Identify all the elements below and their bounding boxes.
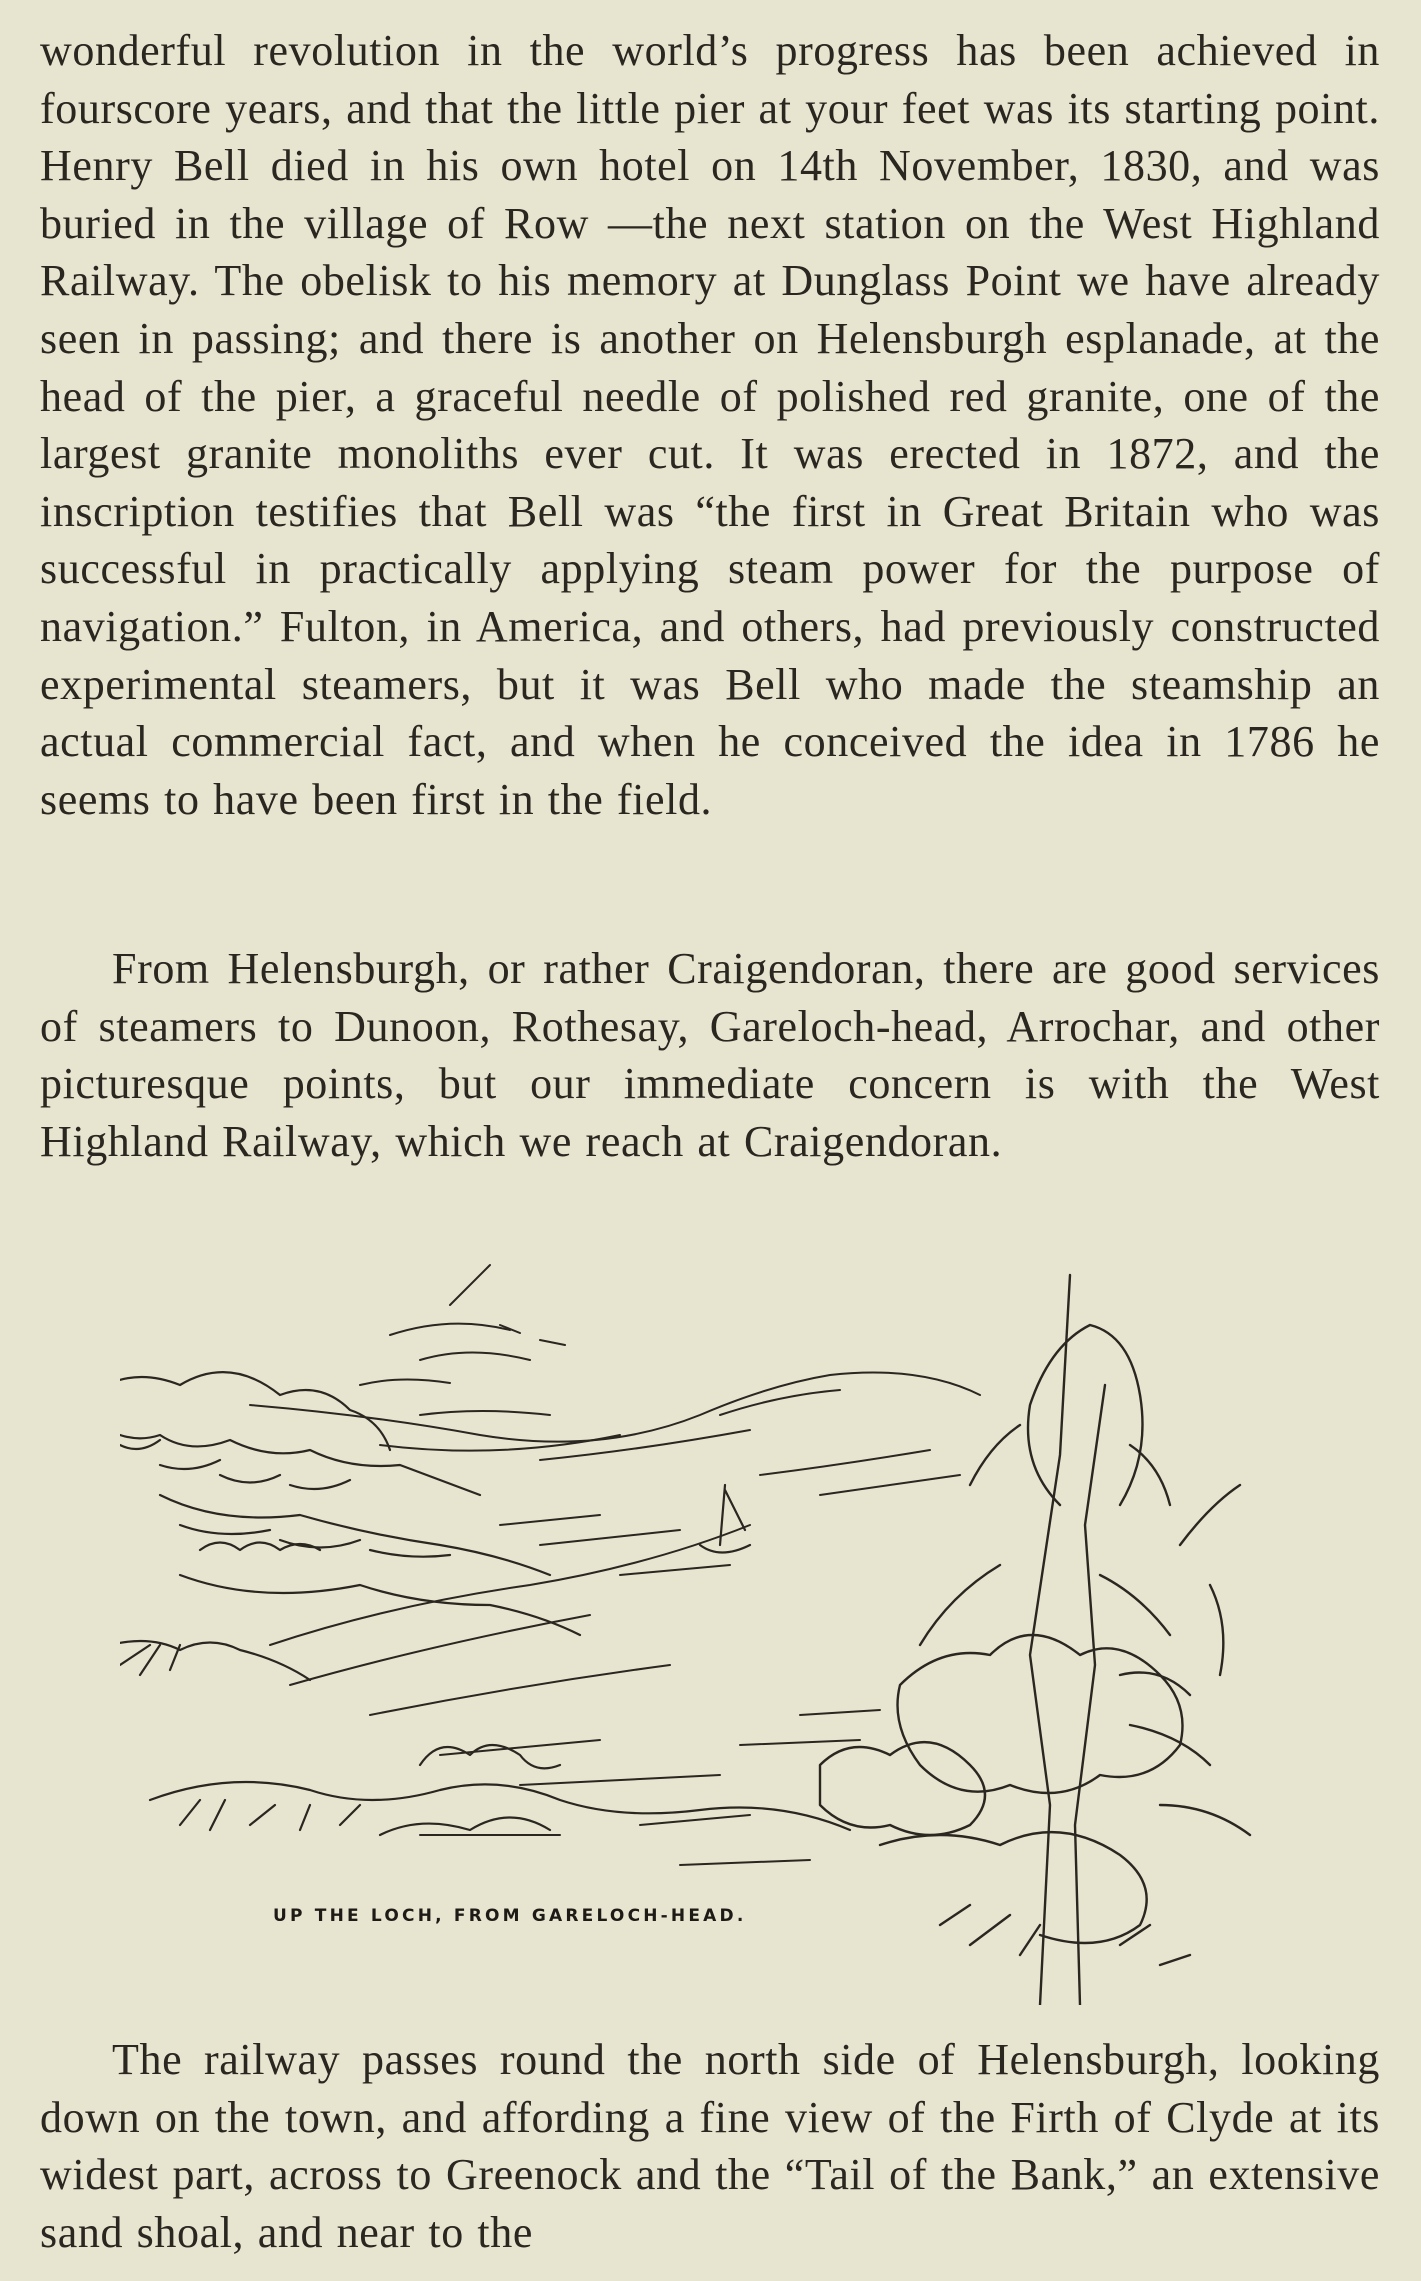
loch-illustration xyxy=(120,1245,1340,2005)
tree-cluster xyxy=(820,1275,1250,2005)
figure-caption: UP THE LOCH, FROM GARELOCH-HEAD. xyxy=(273,1906,747,1926)
boat-icon xyxy=(700,1485,750,1553)
distant-hills xyxy=(250,1373,980,1496)
cloud-strokes xyxy=(360,1265,565,1415)
body-paragraph: The railway passes round the north side of Helensburgh, looking down on the town, and affording a fine view of the Firth of Clyde at its widest part, across to Greenock and the “Tail of the Bank,” an extensive sand shoal, and near to the xyxy=(40,2035,1380,2257)
body-paragraph: From Helensburgh, or rather Craigendoran, there are good services of steamers to Dunoon, Rothesay, Gareloch-head, Arrochar, and other picturesque points, but our immediate concern is with the West Highland Railway, which we reach at Craigendoran. xyxy=(40,944,1380,1166)
left-woodland xyxy=(120,1372,580,1680)
foreground-shore xyxy=(150,1745,850,1835)
body-paragraph: wonderful revolution in the world’s progress has been achieved in fourscore years, and that the little pier at your feet was its starting point. Henry Bell died in his own hotel on 14th November, 1830, and was buried in the village of Row —the next station on the West Highland Railway. The obelisk to his memory at Dunglass Point we have already seen in passing; and there is another on Helensburgh esplanade, at the head of the pier, a graceful needle of polished red granite, one of the largest granite monoliths ever cut. It was erected in 1872, and the inscription testifies that Bell was “the first in Great Britain who was successful in practically applying steam power for the purpose of navigation.” Fulton, in America, and others, had previously constructed experimental steamers, but it was Bell who made the steamship an actual commercial fact, and when he conceived the idea in 1786 he seems to have been first in the field. xyxy=(40,26,1380,824)
